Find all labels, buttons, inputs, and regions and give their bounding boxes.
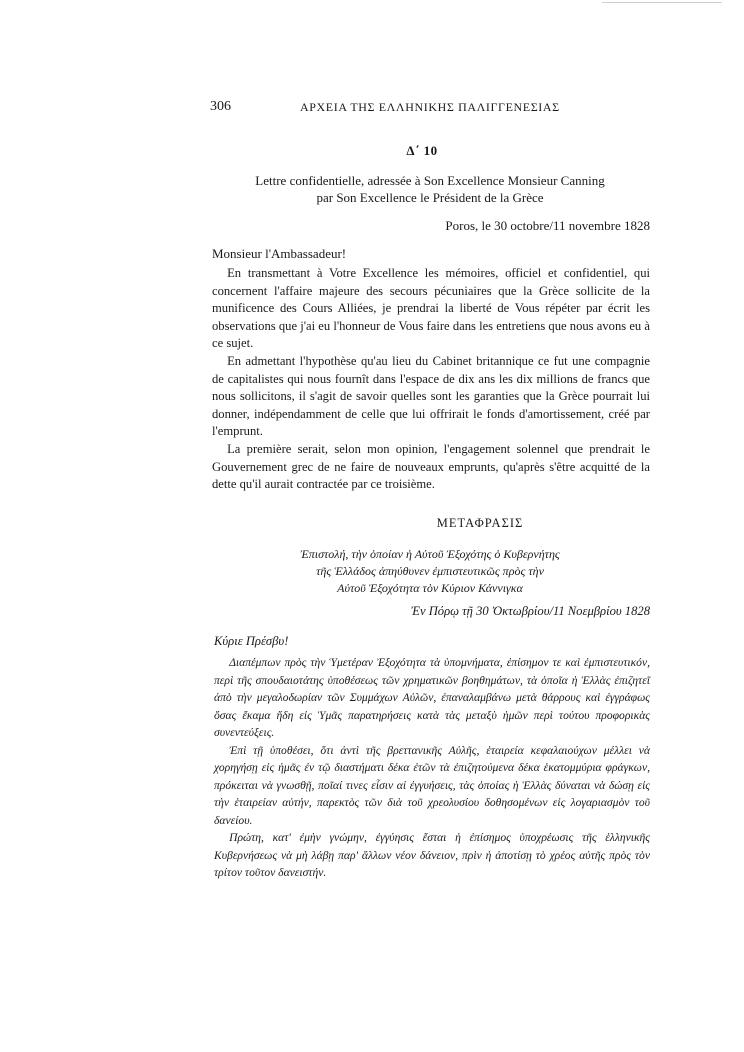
greek-place-date: Ἐν Πόρῳ τῇ 30 Ὀκτωβρίου/11 Νοεμβρίου 1828 [411, 604, 650, 618]
greek-paragraph-1: Διαπέμπων πρὸς τὴν Ὑμετέραν Ἐξοχότητα τὰ ὑπομνήματα, ἐπίσημον τε καὶ ἐμπιστευτικόν, περὶ τῆς σπουδαιοτάτης ὑποθέσεως τῶν χρηματικῶν βοηθημάτων, τὰ ὁποῖα ἡ Ἑλλὰς ἐπιζητεῖ ἀπὸ τὴν μεγαλοδωρίαν τῶν Συμμάχων Αὐλῶν, ἐπαναλαμβάνω μετὰ θάρρους καὶ ἐγγράφως ὅσας ἔκαμα ἤδη εἰς Ὑμᾶς παρατηρήσεις κατὰ τὰς μεταξὺ ἡμῶν περὶ τούτου προφορικὰς συνεντεύξεις. [214, 656, 650, 739]
french-letter-body [212, 265, 650, 494]
greek-title-line-1: Ἐπιστολή, τὴν ὁποίαν ἡ Αὐτοῦ Ἐξοχότης ὁ Κυβερνήτης [300, 547, 560, 561]
page-header [210, 99, 650, 117]
greek-title-line-2: τῆς Ἑλλάδος ἀπηύθυνεν ἐμπιστευτικῶς πρὸς τὴν [316, 564, 544, 578]
french-place-date: Poros, le 30 octobre/11 novembre 1828 [445, 218, 650, 233]
greek-letter-body [214, 654, 650, 882]
translation-heading: ΜΕΤΑΦΡΑΣΙΣ [436, 516, 524, 530]
greek-paragraph-3: Πρώτη, κατ' ἐμὴν γνώμην, ἐγγύησις ἔσται ἡ ἐπίσημος ὑποχρέωσις τῆς ἑλληνικῆς Κυβερνήσεως νὰ μὴ λάβῃ παρ' ἄλλων νέον δάνειον, πρὶν ἡ ἀποτίσῃ τὸ χρέος αὐτῆς πρὸς τὸν τρίτον τοῦτον δανειστήν. [214, 831, 650, 879]
french-letter-title [210, 172, 650, 206]
page-number: 306 [210, 99, 231, 114]
french-title-line-2: par Son Excellence le Président de la Grèce [316, 190, 544, 205]
french-salutation: Monsieur l'Ambassadeur! [212, 246, 347, 261]
document-number: Δ΄ 10 [406, 143, 438, 158]
french-title-line-1: Lettre confidentielle, adressée à Son Excellence Monsieur Canning [255, 173, 605, 188]
french-paragraph-1: En transmettant à Votre Excellence les mémoires, officiel et confidentiel, qui concernent l'affaire majeure des secours pécuniaires que la Grèce sollicite de la munificence des Cours Alliées, je prendrai la liberté de Vous répéter par écrit les observations que j'ai eu l'honneur de Vous faire dans les entretiens que nous avons eu à ce sujet. [212, 266, 650, 351]
greek-salutation: Κύριε Πρέσβυ! [214, 634, 289, 648]
greek-paragraph-2: Ἐπὶ τῇ ὑποθέσει, ὅτι ἀντὶ τῆς βρεττανικῆς Αὐλῆς, ἑταιρεία κεφαλαιούχων μέλλει νὰ χορηγήσῃ εἰς ἡμᾶς ἐν τῷ διαστήματι δέκα ἐτῶν τὰ ἐπιζητούμενα δέκα ἑκατομμύρια φράγκων, πρόκειται νὰ γνωσθῇ, ποῖαί τινες εἶσιν αἱ ἐγγυήσεις, τὰς ὁποίας ἡ Ἑλλὰς δύναται νὰ δώσῃ εἰς τὴν ἑταιρείαν αὐτήν, παρεκτὸς τῶν διὰ τοῦ χρεολυσίου δοθησομένων εἰς λογαριασμὸν τοῦ δανείου. [214, 743, 650, 827]
french-paragraph-3: La première serait, selon mon opinion, l'engagement solennel que prendrait le Gouvernement grec de ne faire de nouveaux emprunts, qu'après s'être acquitté de la dette qu'il aurait contractée par ce troisième. [212, 441, 650, 492]
french-paragraph-2: En admettant l'hypothèse qu'au lieu du Cabinet britannique ce fut une compagnie de capitalistes qui nous fournît dans l'espace de dix ans les dix millions de francs que nous sollicitons, il s'agit de savoir quelles sont les garanties que la Grèce pourrait lui donner, indépendamment de celle que lui offrirait le fonds d'amortissement, créé par l'emprunt. [212, 353, 650, 439]
running-title: ΑΡΧΕΙΑ ΤΗΣ ΕΛΛΗΝΙΚΗΣ ΠΑΛΙΓΓΕΝΕΣΙΑΣ [300, 100, 560, 114]
greek-letter-title [210, 546, 650, 597]
scan-artifact-line [602, 2, 722, 5]
greek-title-line-3: Αὐτοῦ Ἐξοχότητα τὸν Κύριον Κάννιγκα [337, 581, 523, 595]
